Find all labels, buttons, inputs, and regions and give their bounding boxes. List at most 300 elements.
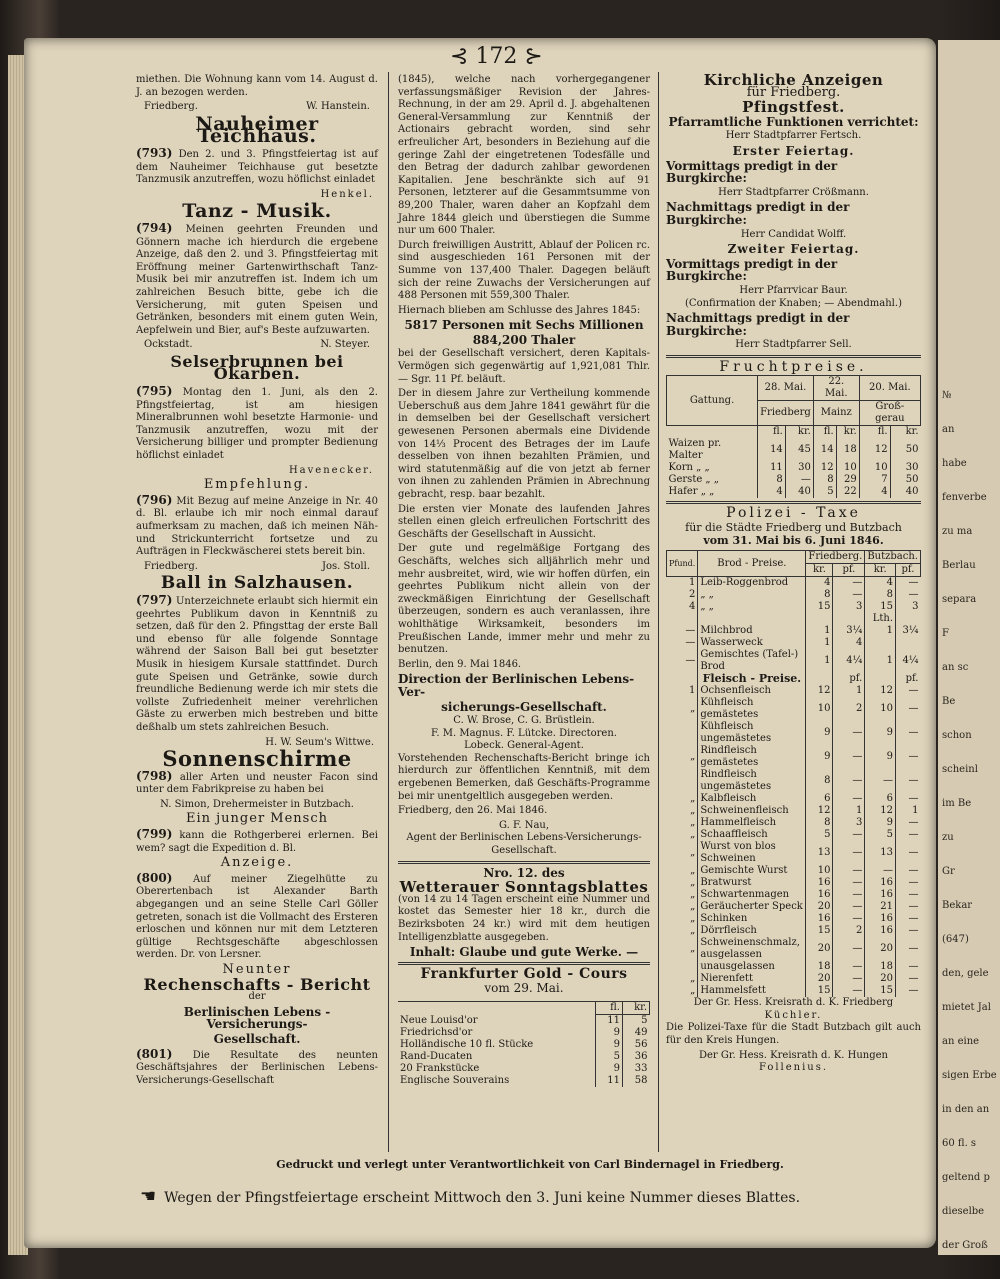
ad-number: (796) xyxy=(136,492,173,507)
heading-empfehlung: Empfehlung. xyxy=(203,477,311,493)
price-cell: 10 xyxy=(859,462,890,474)
tax-cell-c: 1 xyxy=(865,649,896,673)
pfarrer-fertsch: Herr Stadtpfarrer Fertsch. xyxy=(725,130,862,142)
ad-number: (798) xyxy=(136,768,173,783)
tax-cell-a: 15 xyxy=(806,985,833,997)
column-rule-1 xyxy=(388,72,389,1152)
tax-cell-b: 3¼ xyxy=(833,625,865,637)
tax-cell-d: — xyxy=(896,817,921,829)
candidat-wolff: Herr Candidat Wolff. xyxy=(740,228,847,240)
facing-page-text: habe xyxy=(942,458,967,469)
place: Ockstadt. xyxy=(144,339,193,351)
tax-cell-c: 16 xyxy=(865,913,896,925)
polizei-date: vom 31. Mai bis 6. Juni 1846. xyxy=(703,533,884,547)
gold-row xyxy=(398,1075,650,1087)
tax-cell-a: 5 xyxy=(806,829,833,841)
follenius: Follenius. xyxy=(758,1062,829,1074)
heading-teichhaus: Nauheimer Teichhaus. xyxy=(195,112,319,148)
notice-text: Wegen der Pfingstfeiertage erscheint Mittwoch den 3. Juni keine Nummer dieses Blattes. xyxy=(164,1190,801,1206)
direction-1: Direction der Berlinischen Lebens-Ver- xyxy=(398,672,635,699)
facing-page-text: den, gele xyxy=(942,968,989,979)
col-friedberg: Friedberg. xyxy=(806,551,865,564)
tax-cell-pf: — xyxy=(685,625,696,637)
tax-cell-name: Rindfleisch gemästetes xyxy=(698,745,806,769)
facing-page-text: Gr xyxy=(942,866,955,877)
tax-cell-d: — xyxy=(896,865,921,877)
col-date-3: 20. Mai. xyxy=(859,376,920,401)
price-cell: 50 xyxy=(890,474,920,486)
sig-795: Havenecker. xyxy=(288,464,374,476)
column-1 xyxy=(136,74,378,1089)
tax-cell-b: — xyxy=(833,589,865,601)
price-cell: 30 xyxy=(785,462,813,474)
col-kr: kr. xyxy=(865,564,896,577)
frucht-row xyxy=(667,474,921,486)
tax-cell-a: 1 xyxy=(806,649,833,673)
heading-mensch: Ein junger Mensch xyxy=(186,811,328,827)
pointing-hand-icon: ☚ xyxy=(140,1186,157,1207)
tax-cell-b: — xyxy=(833,577,865,590)
ad-text: Den 2. und 3. Pfingstfeiertag ist auf dem Nauheimer Teichhause gut besetzte Tanzmusik anzutreffen, wozu höflichst einladet xyxy=(136,148,378,186)
divider xyxy=(398,861,650,864)
heading-millions-2: 884,200 Thaler xyxy=(472,332,576,347)
ad-798 xyxy=(136,770,378,797)
tax-cell-a: 1 xyxy=(806,625,833,637)
tax-cell-c: 15 xyxy=(865,985,896,997)
tax-cell-name: Gemischte Wurst xyxy=(698,865,806,877)
fleisch-row xyxy=(667,913,921,925)
tax-cell-name: Geräucherter Speck xyxy=(698,901,806,913)
tax-cell-pf: — xyxy=(685,637,696,649)
fleisch-row xyxy=(667,925,921,937)
price-cell: 12 xyxy=(813,462,836,474)
intro-signature xyxy=(136,101,378,114)
tax-cell-b: 3 xyxy=(833,601,865,613)
fleisch-row xyxy=(667,685,921,697)
tax-cell-pf xyxy=(667,769,698,793)
fleisch-row xyxy=(667,793,921,805)
grain-name: Waizen pr. Malter xyxy=(668,438,722,462)
gold-fl: 11 xyxy=(596,1014,623,1027)
fleisch-row xyxy=(667,769,921,793)
gold-fl: 9 xyxy=(596,1063,623,1075)
tax-cell-d: — xyxy=(896,685,921,697)
grain-name: Korn „ „ xyxy=(668,462,710,474)
facing-page-text: geltend p xyxy=(942,1172,990,1183)
ad-text: Mit Bezug auf meine Anzeige in Nr. 40 d. Bl. erlaube ich mir noch einmal darauf aufmerksam zu machen, daß ich meinen Näh- und Strickunterricht fortsetze und zu Aufträgen in Fleckwäscherei stets bereit bin. xyxy=(136,495,378,558)
tax-cell-c: — xyxy=(865,769,896,793)
fleisch-row xyxy=(667,937,921,961)
tax-cell-name: Schweinenschmalz, ausgelassen xyxy=(698,937,806,961)
gold-fl: 11 xyxy=(596,1075,623,1087)
tax-cell-d: — xyxy=(896,721,921,745)
tax-cell-pf: „ xyxy=(690,865,696,877)
col-kr: kr. xyxy=(806,564,833,577)
tax-cell-a: 12 xyxy=(806,685,833,697)
tax-cell-d: 3 xyxy=(896,601,921,613)
pfarrer-sell: Herr Stadtpfarrer Sell. xyxy=(735,339,852,351)
facing-page-text: F xyxy=(942,628,949,639)
ad-text: Unterzeichnete erlaubt sich hiermit ein geehrtes Publikum davon in Kenntniß zu setzen, daß für den 2. Pfingsttag der erste Ball und ebenso für alle folgende Sonntage während der Saison Ball bei gut besetzter Musik in hiesigem Kursale stattfindet. Durch gute Speisen und Getränke, sowie durch freundliche Bedienung werde ich mir stets die vollste Zufriedenheit meiner verehrlichen Gäste zu erwerben mich bestreben und bitte deßhalb um stets zahlreichen Besuch. xyxy=(136,595,379,733)
facing-page-text: (647) xyxy=(942,934,969,945)
gold-kr: 58 xyxy=(623,1075,650,1087)
tax-cell-b: — xyxy=(833,793,865,805)
inhalt: Inhalt: Glaube und gute Werke. — xyxy=(409,945,639,960)
gold-coin: 20 Frankstücke xyxy=(400,1062,480,1074)
facing-page-text: mietet Jal xyxy=(942,1002,991,1013)
col-pf: pf. xyxy=(833,564,865,577)
heading-nro: Nro. 12. des xyxy=(483,865,565,880)
tax-cell-b: — xyxy=(833,877,865,889)
tax-cell-b: — xyxy=(833,841,865,865)
gold-kr: 33 xyxy=(623,1063,650,1075)
col-gattung: Gattung. xyxy=(667,376,758,426)
facing-page-text: an xyxy=(942,424,955,435)
directors-1: C. W. Brose, C. G. Brüstlein. xyxy=(453,715,595,727)
tax-cell-name: Wasserweck xyxy=(698,637,806,649)
price-cell: 8 xyxy=(813,474,836,486)
tax-cell-pf: „ xyxy=(690,925,696,937)
tax-cell-pf: „ xyxy=(690,847,696,859)
taxe-table xyxy=(666,550,921,997)
heading-kirchliche: Kirchliche Anzeigen xyxy=(703,71,884,89)
tax-cell-a: 18 xyxy=(806,961,833,973)
ad-number: (800) xyxy=(136,870,173,885)
tax-cell-c: 16 xyxy=(865,877,896,889)
tax-cell-c xyxy=(865,637,896,649)
gold-fl: 9 xyxy=(596,1027,623,1039)
price-cell: 12 xyxy=(859,438,890,462)
signer: N. Steyer. xyxy=(320,339,370,351)
tax-cell-name: Dörrfleisch xyxy=(698,925,806,937)
price-cell: 40 xyxy=(890,486,920,498)
tax-cell-a: 16 xyxy=(806,877,833,889)
col-fl: fl. xyxy=(596,1001,623,1014)
tax-cell-pf: „ xyxy=(690,877,696,889)
col-pf: pf. xyxy=(896,564,921,577)
tax-cell-pf: „ xyxy=(690,985,696,997)
ad-number: (797) xyxy=(136,592,173,607)
tax-cell-b: 2 xyxy=(833,697,865,721)
tax-cell-d: 1 xyxy=(896,805,921,817)
price-cell: 8 xyxy=(758,474,786,486)
tax-cell-c: 18 xyxy=(865,961,896,973)
grain-name: Hafer „ „ xyxy=(668,486,715,498)
tax-cell-pf: „ xyxy=(690,943,696,955)
price-cell: 18 xyxy=(836,438,859,462)
sig-793: Henkel. xyxy=(320,188,374,200)
ad-number: (793) xyxy=(136,145,173,160)
heading-gesellschaft: Gesellschaft. xyxy=(213,1031,301,1046)
tax-cell-d: — xyxy=(896,877,921,889)
gold-row xyxy=(398,1051,650,1063)
price-cell: 7 xyxy=(859,474,890,486)
tax-cell-c: 12 xyxy=(865,685,896,697)
tax-cell-a: 8 xyxy=(806,817,833,829)
facing-page-text: Bekar xyxy=(942,900,973,911)
ad-text: kann die Rothgerberei erlernen. Bei wem? sagt die Expedition d. Bl. xyxy=(136,830,378,854)
page-number-text: 172 xyxy=(475,44,518,69)
sig-797: H. W. Seum's Wittwe. xyxy=(265,736,374,748)
facing-page-text: der Groß xyxy=(942,1240,988,1251)
tax-cell-b: — xyxy=(833,961,865,973)
tax-cell-d: — xyxy=(896,841,921,865)
tax-cell-b: 1 xyxy=(833,805,865,817)
fleisch-row xyxy=(667,985,921,997)
unit: fl. xyxy=(859,426,890,439)
tax-cell-d: — xyxy=(896,577,921,590)
sig-796 xyxy=(136,561,378,574)
confirmation: (Confirmation der Knaben; — Abendmahl.) xyxy=(685,297,902,309)
tax-cell-b: — xyxy=(833,901,865,913)
col-kr: kr. xyxy=(623,1001,650,1014)
tax-cell-b: — xyxy=(833,973,865,985)
divider xyxy=(666,501,921,504)
tax-cell-b: 4 xyxy=(833,637,865,649)
tax-cell-c: 9 xyxy=(865,745,896,769)
tax-cell-b: 4¼ xyxy=(833,649,865,673)
tax-cell-b: 2 xyxy=(833,925,865,937)
printer-line: Gedruckt und verlegt unter Verantwortlichkeit von Carl Bindernagel in Friedberg. xyxy=(276,1158,784,1171)
sig-794 xyxy=(136,339,378,352)
price-cell: 11 xyxy=(758,462,786,474)
facing-page-text: Be xyxy=(942,696,956,707)
tax-cell-name: Leib-Roggenbrod xyxy=(698,577,806,590)
heading-der: der xyxy=(248,991,266,1003)
tax-cell-a: 4 xyxy=(806,577,833,590)
facing-page-text: separa xyxy=(942,594,977,605)
tax-cell-b: — xyxy=(833,745,865,769)
col-date-1: 28. Mai. xyxy=(758,376,814,401)
polizei-staedte: für die Städte Friedberg und Butzbach xyxy=(685,521,902,535)
price-cell: 5 xyxy=(813,486,836,498)
facing-page-text: an sc xyxy=(942,662,969,673)
tax-cell-c: — xyxy=(865,865,896,877)
tax-cell-pf: — xyxy=(685,655,696,667)
col-butzbach: Butzbach. xyxy=(865,551,921,564)
fleisch-row xyxy=(667,889,921,901)
gold-kr: 36 xyxy=(623,1051,650,1063)
tax-cell-d: — xyxy=(896,985,921,997)
tax-cell-d: — xyxy=(896,973,921,985)
tax-cell-b: — xyxy=(833,865,865,877)
brod-row xyxy=(667,625,921,637)
ad-799 xyxy=(136,828,378,855)
gold-row xyxy=(398,1063,650,1075)
tax-cell-a: 10 xyxy=(806,697,833,721)
col-place-2: Mainz xyxy=(813,401,859,426)
place: Friedberg. xyxy=(144,560,198,572)
tax-cell-a: 20 xyxy=(806,937,833,961)
fleisch-row xyxy=(667,721,921,745)
tax-cell-d: — xyxy=(896,589,921,601)
report-p4: bei der Gesellschaft versichert, deren Kapitals-Vermögen sich gegenwärtig auf 1,921,081 Thlr. — Sgr. 11 Pf. beläuft. xyxy=(398,348,650,385)
nachmittag-1: Nachmittags predigt in der Burgkirche: xyxy=(666,200,850,227)
tax-cell-c: 20 xyxy=(865,973,896,985)
heading-berlinischen: Berlinischen Lebens - Versicherungs- xyxy=(183,1004,331,1032)
price-cell: 14 xyxy=(813,438,836,462)
heading-fleisch: Fleisch - Preise. xyxy=(698,673,806,685)
intro-text: miethen. Die Wohnung kann vom 14. August d. J. an bezogen werden. xyxy=(136,74,378,98)
tax-cell-c: 4 xyxy=(865,577,896,590)
heading-gold: Frankfurter Gold - Cours xyxy=(420,965,628,982)
heading-pfingstfest: Pfingstfest. xyxy=(742,98,845,117)
unit: kr. xyxy=(836,426,859,439)
facing-page-text: sigen Erbe xyxy=(942,1070,997,1081)
gold-kr: 5 xyxy=(623,1014,650,1027)
facing-page-text: im Be xyxy=(942,798,972,809)
tax-cell-d xyxy=(896,637,921,649)
tax-cell-name: „ „ xyxy=(698,589,806,601)
report-p3: Hiernach blieben am Schlusse des Jahres 1845: xyxy=(398,304,641,316)
report-p7: Der gute und regelmäßige Fortgang des Geschäfts, welches sich alljährlich mehr und mehr ausbreitet, wird, wie wir hoffen dürfen, ein geehrtes Publikum nicht allein von der zweckmäßigen Einrichtung der Gesellschaft überzeugen, sondern es auch veranlassen, ihre wohlthätige Wirksamkeit, besonders im Preußischen Lande, immer mehr und mehr zu benutzen. xyxy=(398,543,650,656)
tax-cell-b xyxy=(833,613,865,625)
frucht-units-row xyxy=(667,426,921,439)
col-brod: Brod - Preise. xyxy=(698,551,806,577)
brod-row xyxy=(667,577,921,590)
tax-cell-pf: „ xyxy=(690,805,696,817)
tax-cell-name: Milchbrod xyxy=(698,625,806,637)
tax-cell-name: unausgelassen xyxy=(698,961,806,973)
signer: Jos. Stoll. xyxy=(322,560,370,572)
price-cell: 22 xyxy=(836,486,859,498)
tax-cell-a: 16 xyxy=(806,913,833,925)
heading-rechenschafts: Rechenschafts - Bericht xyxy=(143,974,371,994)
agent-title: Agent der Berlinischen Lebens-Versicherungs-Gesellschaft. xyxy=(406,832,642,857)
fleisch-row xyxy=(667,841,921,865)
heading-sonnenschirme: Sonnenschirme xyxy=(162,746,352,772)
tax-cell-name: Gemischtes (Tafel-) Brod xyxy=(698,649,806,673)
tax-cell-a: 20 xyxy=(806,901,833,913)
ad-number: (799) xyxy=(136,827,173,842)
direction-2: sicherungs-Gesellschaft. xyxy=(441,699,607,714)
facing-page-text: № xyxy=(942,390,952,401)
col-date-2: 22. Mai. xyxy=(813,376,859,401)
gold-fl: 5 xyxy=(596,1051,623,1063)
tax-cell-c: 5 xyxy=(865,829,896,841)
ad-text: Montag den 1. Juni, als den 2. Pfingstfeiertag, ist am hiesigen Mineralbrunnen wohl besetzte Harmonie- und Tanzmusik anzutreffen, wozu mit der Versicherung billiger und prompter Bedienung höflichst einladet xyxy=(136,387,378,462)
tax-cell-pf xyxy=(667,613,698,625)
tax-cell-d: — xyxy=(896,925,921,937)
tax-cell-b: 1 xyxy=(833,685,865,697)
tax-cell-d xyxy=(896,613,921,625)
tax-cell-name: Hammelfleisch xyxy=(698,817,806,829)
tax-cell-pf: „ xyxy=(690,901,696,913)
tax-cell-name: Bratwurst xyxy=(698,877,806,889)
kreisrath-hungen: Der Gr. Hess. Kreisrath d. K. Hungen xyxy=(698,1049,888,1061)
unit: fl. xyxy=(758,426,786,439)
price-cell: 50 xyxy=(890,438,920,462)
heading-fruchtpreise: Fruchtpreise. xyxy=(719,358,868,375)
ad-number: (795) xyxy=(136,384,173,399)
heading-anzeige: Anzeige. xyxy=(220,855,294,871)
tax-cell-name: Kühfleisch ungemästetes xyxy=(698,721,806,745)
tax-cell-d: — xyxy=(896,793,921,805)
tax-cell-c: Lth. xyxy=(865,613,896,625)
report-p5: Der in diesem Jahre zur Vertheilung kommende Ueberschuß aus dem Jahre 1841 gewährt für die in demselben bei der Gesellschaft versichert gewesenen Personen abermals eine Dividende von 14⅓ Procent des Betrages der im Laufe desselben von ihnen bezahlten Prämien, und wird statutenmäßig auf die von jetzt ab ferner von ihnen zu zahlenden Prämien in Abrechnung gebracht, resp. baar bezahlt. xyxy=(398,388,650,500)
heading-millions-1: 5817 Personen mit Sechs Millionen xyxy=(404,318,644,333)
gold-row xyxy=(398,1014,650,1027)
tax-cell-pf: 1 xyxy=(688,577,696,589)
fleisch-row xyxy=(667,973,921,985)
fleisch-row xyxy=(667,865,921,877)
frucht-row xyxy=(667,462,921,474)
tax-cell-pf: 2 xyxy=(688,589,696,601)
report-date-2: Friedberg, den 26. Mai 1846. xyxy=(398,805,548,817)
ad-793 xyxy=(136,147,378,187)
tax-cell-b: — xyxy=(833,829,865,841)
tax-cell-a: 1 xyxy=(806,637,833,649)
heading-ball: Ball in Salzhausen. xyxy=(160,573,354,594)
gold-coin: Neue Louisd'or xyxy=(400,1014,478,1026)
price-cell: 14 xyxy=(758,438,786,462)
heading-wetterauer: Wetterauer Sonntagsblattes xyxy=(399,878,649,897)
column-3 xyxy=(666,71,921,1075)
tax-cell-name: Ochsenfleisch xyxy=(698,685,806,697)
ad-796 xyxy=(136,494,378,559)
tax-cell-a: 9 xyxy=(806,745,833,769)
tax-cell-b: — xyxy=(833,985,865,997)
tax-cell-b: — xyxy=(833,889,865,901)
facing-page-text: zu xyxy=(942,832,954,843)
facing-page-text: schon xyxy=(942,730,972,741)
brod-row xyxy=(667,649,921,673)
tax-cell-a: 10 xyxy=(806,865,833,877)
notice xyxy=(140,1186,930,1207)
tax-cell-a: 15 xyxy=(806,601,833,613)
heading-tanz: Tanz - Musik. xyxy=(182,200,332,223)
gold-coin: Friedrichsd'or xyxy=(400,1026,473,1038)
pfarrer-crossmann: Herr Stadtpfarrer Crößmann. xyxy=(718,186,869,198)
tax-cell-pf: „ xyxy=(690,973,696,985)
tax-cell-c: 9 xyxy=(865,721,896,745)
tax-cell-name xyxy=(698,613,806,625)
agent-name: G. F. Nau, xyxy=(498,819,550,831)
tax-cell-c: 16 xyxy=(865,925,896,937)
ad-794 xyxy=(136,222,378,337)
price-cell: 4 xyxy=(758,486,786,498)
tax-cell-name: Kalbfleisch xyxy=(698,793,806,805)
brod-row xyxy=(667,601,921,613)
heading-zweiter: Zweiter Feiertag. xyxy=(727,242,860,257)
grain-name: Gerste „ „ xyxy=(668,474,719,486)
heading-selser: Selserbrunnen bei Okarben. xyxy=(170,351,344,384)
tax-cell-d: — xyxy=(896,901,921,913)
gold-date: vom 29. Mai. xyxy=(484,981,564,996)
tax-cell-name: Wurst von blos Schweinen xyxy=(698,841,806,865)
col-pfund: Pfund. xyxy=(667,551,698,577)
tax-cell-c: 1 xyxy=(865,625,896,637)
price-cell: 30 xyxy=(890,462,920,474)
tax-cell-b: — xyxy=(833,721,865,745)
tax-cell-c: 16 xyxy=(865,889,896,901)
report-p6: Die ersten vier Monate des laufenden Jahres stellen einen gleich erfreulichen Fortschritt des Geschäfts der Gesellschaft in Aussicht. xyxy=(398,503,650,540)
tax-cell-pf: „ xyxy=(690,817,696,829)
page-number: ⊰ 172 ⊱ xyxy=(450,44,543,69)
facing-page-fragment xyxy=(938,40,1000,1255)
pfarramt: Pfarramtliche Funktionen verrichtet: xyxy=(668,114,919,129)
tax-cell-c: 15 xyxy=(865,601,896,613)
heading-neunter: Neunter xyxy=(222,962,292,977)
pfarrvicar-baur: Herr Pfarrvicar Baur. xyxy=(739,284,848,296)
facing-page-text: 60 fl. s xyxy=(942,1138,977,1149)
vormittag-1: Vormittags predigt in der Burgkirche: xyxy=(666,158,838,186)
tax-cell-d: 4¼ xyxy=(896,649,921,673)
tax-cell-pf: „ xyxy=(690,793,696,805)
tax-cell-a: 20 xyxy=(806,973,833,985)
report-date: Berlin, den 9. Mai 1846. xyxy=(398,658,522,670)
divider xyxy=(666,355,921,358)
